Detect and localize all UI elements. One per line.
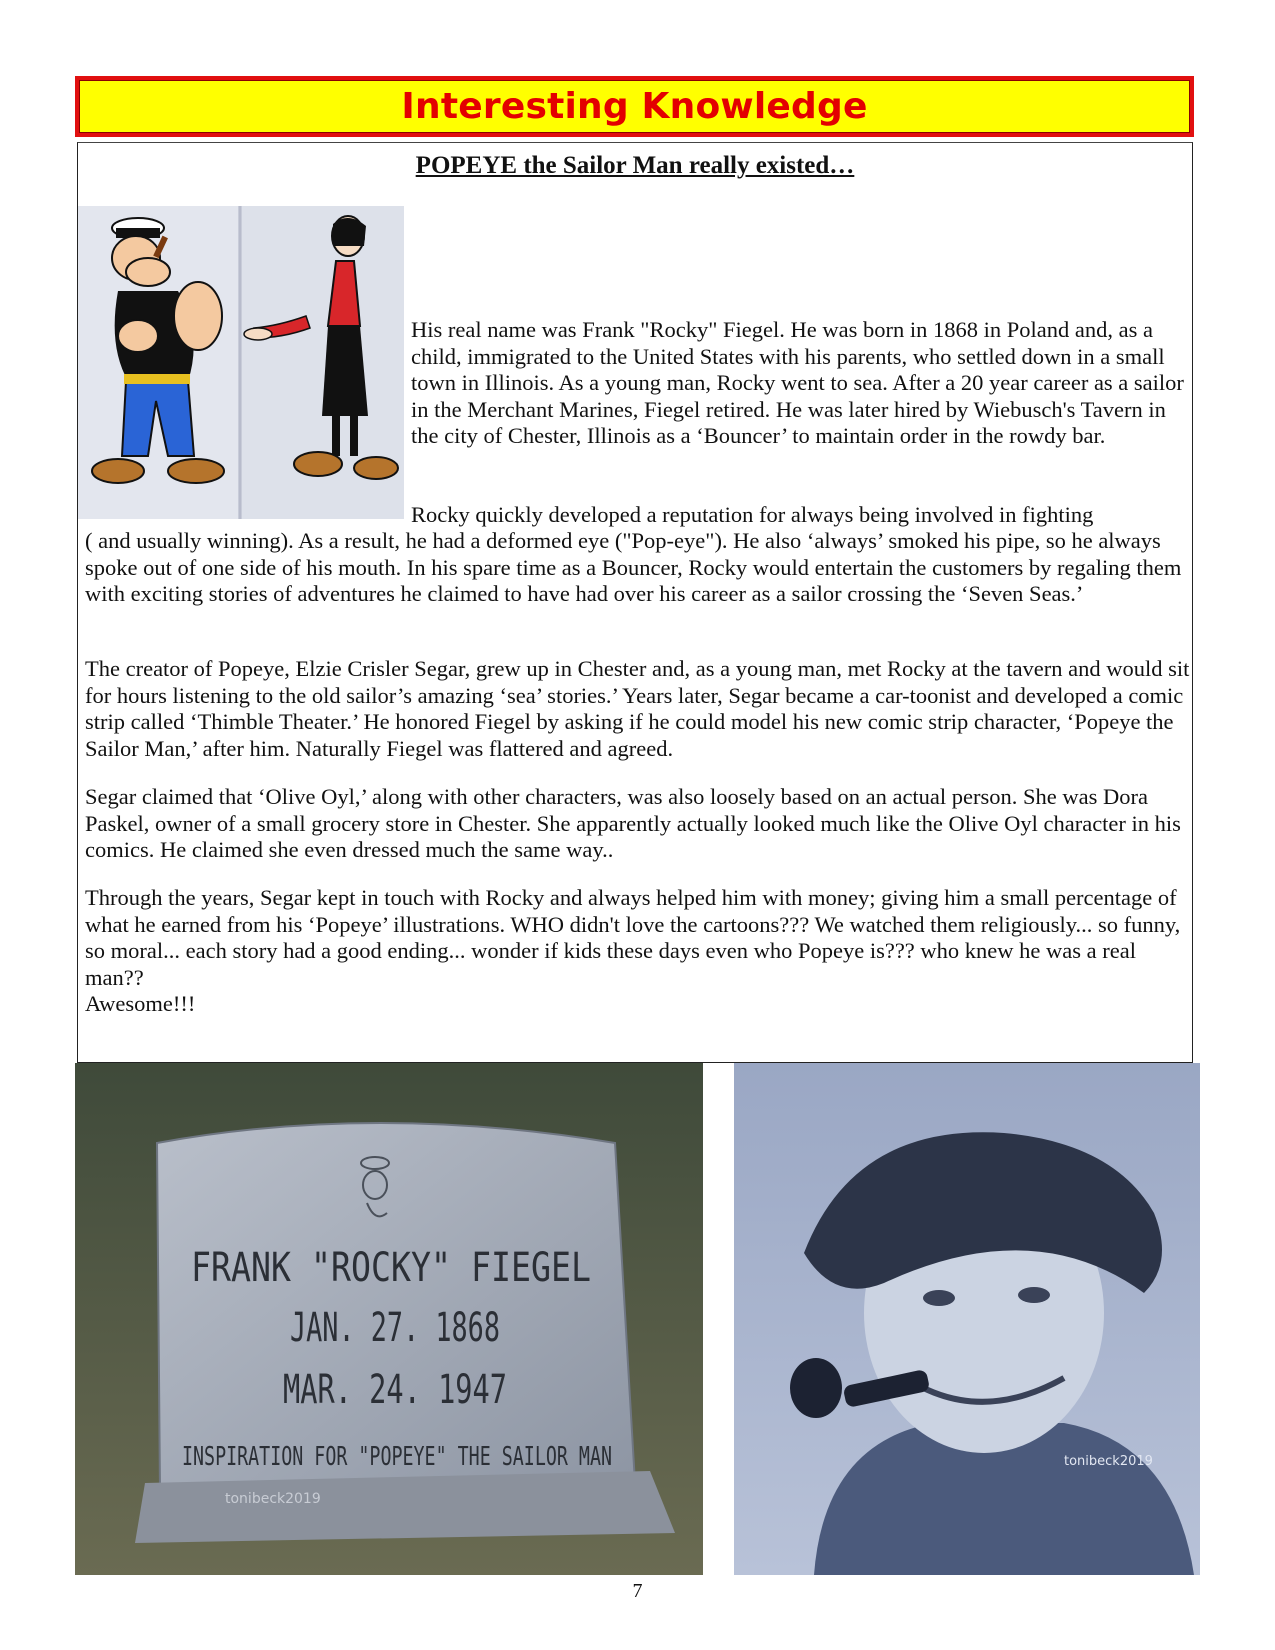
paragraph-intro: His real name was Frank "Rocky" Fiegel. He was born in 1868 in Poland and, as a child, immigrated to the United States with his parents, who settled down in a small town in Illinois. As a young man, Rocky went to sea. After a 20 year career as a sailor in the Merchant Marines, Fiegel retired. He was later hired by Wiebusch's Tavern in the city of Chester, Illinois as a ‘Bouncer’ to maintain order in the rowdy bar. xyxy=(411,317,1184,448)
paragraph-awesome: Awesome!!! xyxy=(85,991,196,1016)
portrait-watermark: tonibeck2019 xyxy=(1064,1454,1153,1469)
paragraph-creator: The creator of Popeye, Elzie Crisler Segar, grew up in Chester and, as a young man, met Rocky at the tavern and would sit for hours listening to the old sailor’s amazing ‘sea’ stories.’ Years later, Segar became a car-toonist and developed a comic strip called ‘Thimble Theater.’ He honored Fiegel by asking if he could model his new comic strip character, ‘Popeye the Sailor Man,’ after him. Naturally Fiegel was flattered and agreed. xyxy=(85,656,1190,761)
tombstone-watermark: tonibeck2019 xyxy=(225,1491,321,1507)
article-headline: POPEYE the Sailor Man really existed… xyxy=(415,152,855,179)
tombstone-died: MAR. 24. 1947 xyxy=(283,1367,507,1413)
title-banner xyxy=(75,76,1194,137)
banner-title: Interesting Knowledge xyxy=(401,86,868,127)
paragraph-olive-oyl: Segar claimed that ‘Olive Oyl,’ along with other characters, was also loosely based on an actual person. She was Dora Paskel, owner of a small grocery store in Chester. She apparently actually looked much like the Olive Oyl character in his comics. He claimed she even dressed much the same way.. xyxy=(85,784,1181,862)
fiegel-portrait-photo xyxy=(734,1063,1200,1575)
tombstone-born: JAN. 27. 1868 xyxy=(290,1305,500,1351)
paragraph-through-the-years: Through the years, Segar kept in touch with Rocky and always helped him with money; giving him a small percentage of what he earned from his ‘Popeye’ illustrations. WHO didn't love the cartoons??? We watched them religiously... so funny, so moral... each story had a good ending... wonder if kids these days even who Popeye is??? who knew he was a real man?? xyxy=(85,885,1181,990)
tombstone-photo xyxy=(75,1063,703,1575)
tombstone-inscription: INSPIRATION FOR "POPEYE" THE SAILOR MAN xyxy=(182,1442,612,1472)
page-number: 7 xyxy=(632,1580,643,1602)
tombstone-name: FRANK "ROCKY" FIEGEL xyxy=(191,1245,591,1291)
paragraph-reputation: ( and usually winning). As a result, he had a deformed eye ("Pop-eye"). He also ‘always’ smoked his pipe, so he always spoke out of one side of his mouth. In his spare time as a Bouncer, Rocky would entertain the customers by regaling them with exciting stories of adventures he claimed to have had over his career as a sailor crossing the ‘Seven Seas.’ xyxy=(85,528,1182,606)
paragraph-reputation-first-line: Rocky quickly developed a reputation for always being involved in fighting xyxy=(411,502,1094,527)
popeye-olive-cartoon-image xyxy=(78,206,404,519)
